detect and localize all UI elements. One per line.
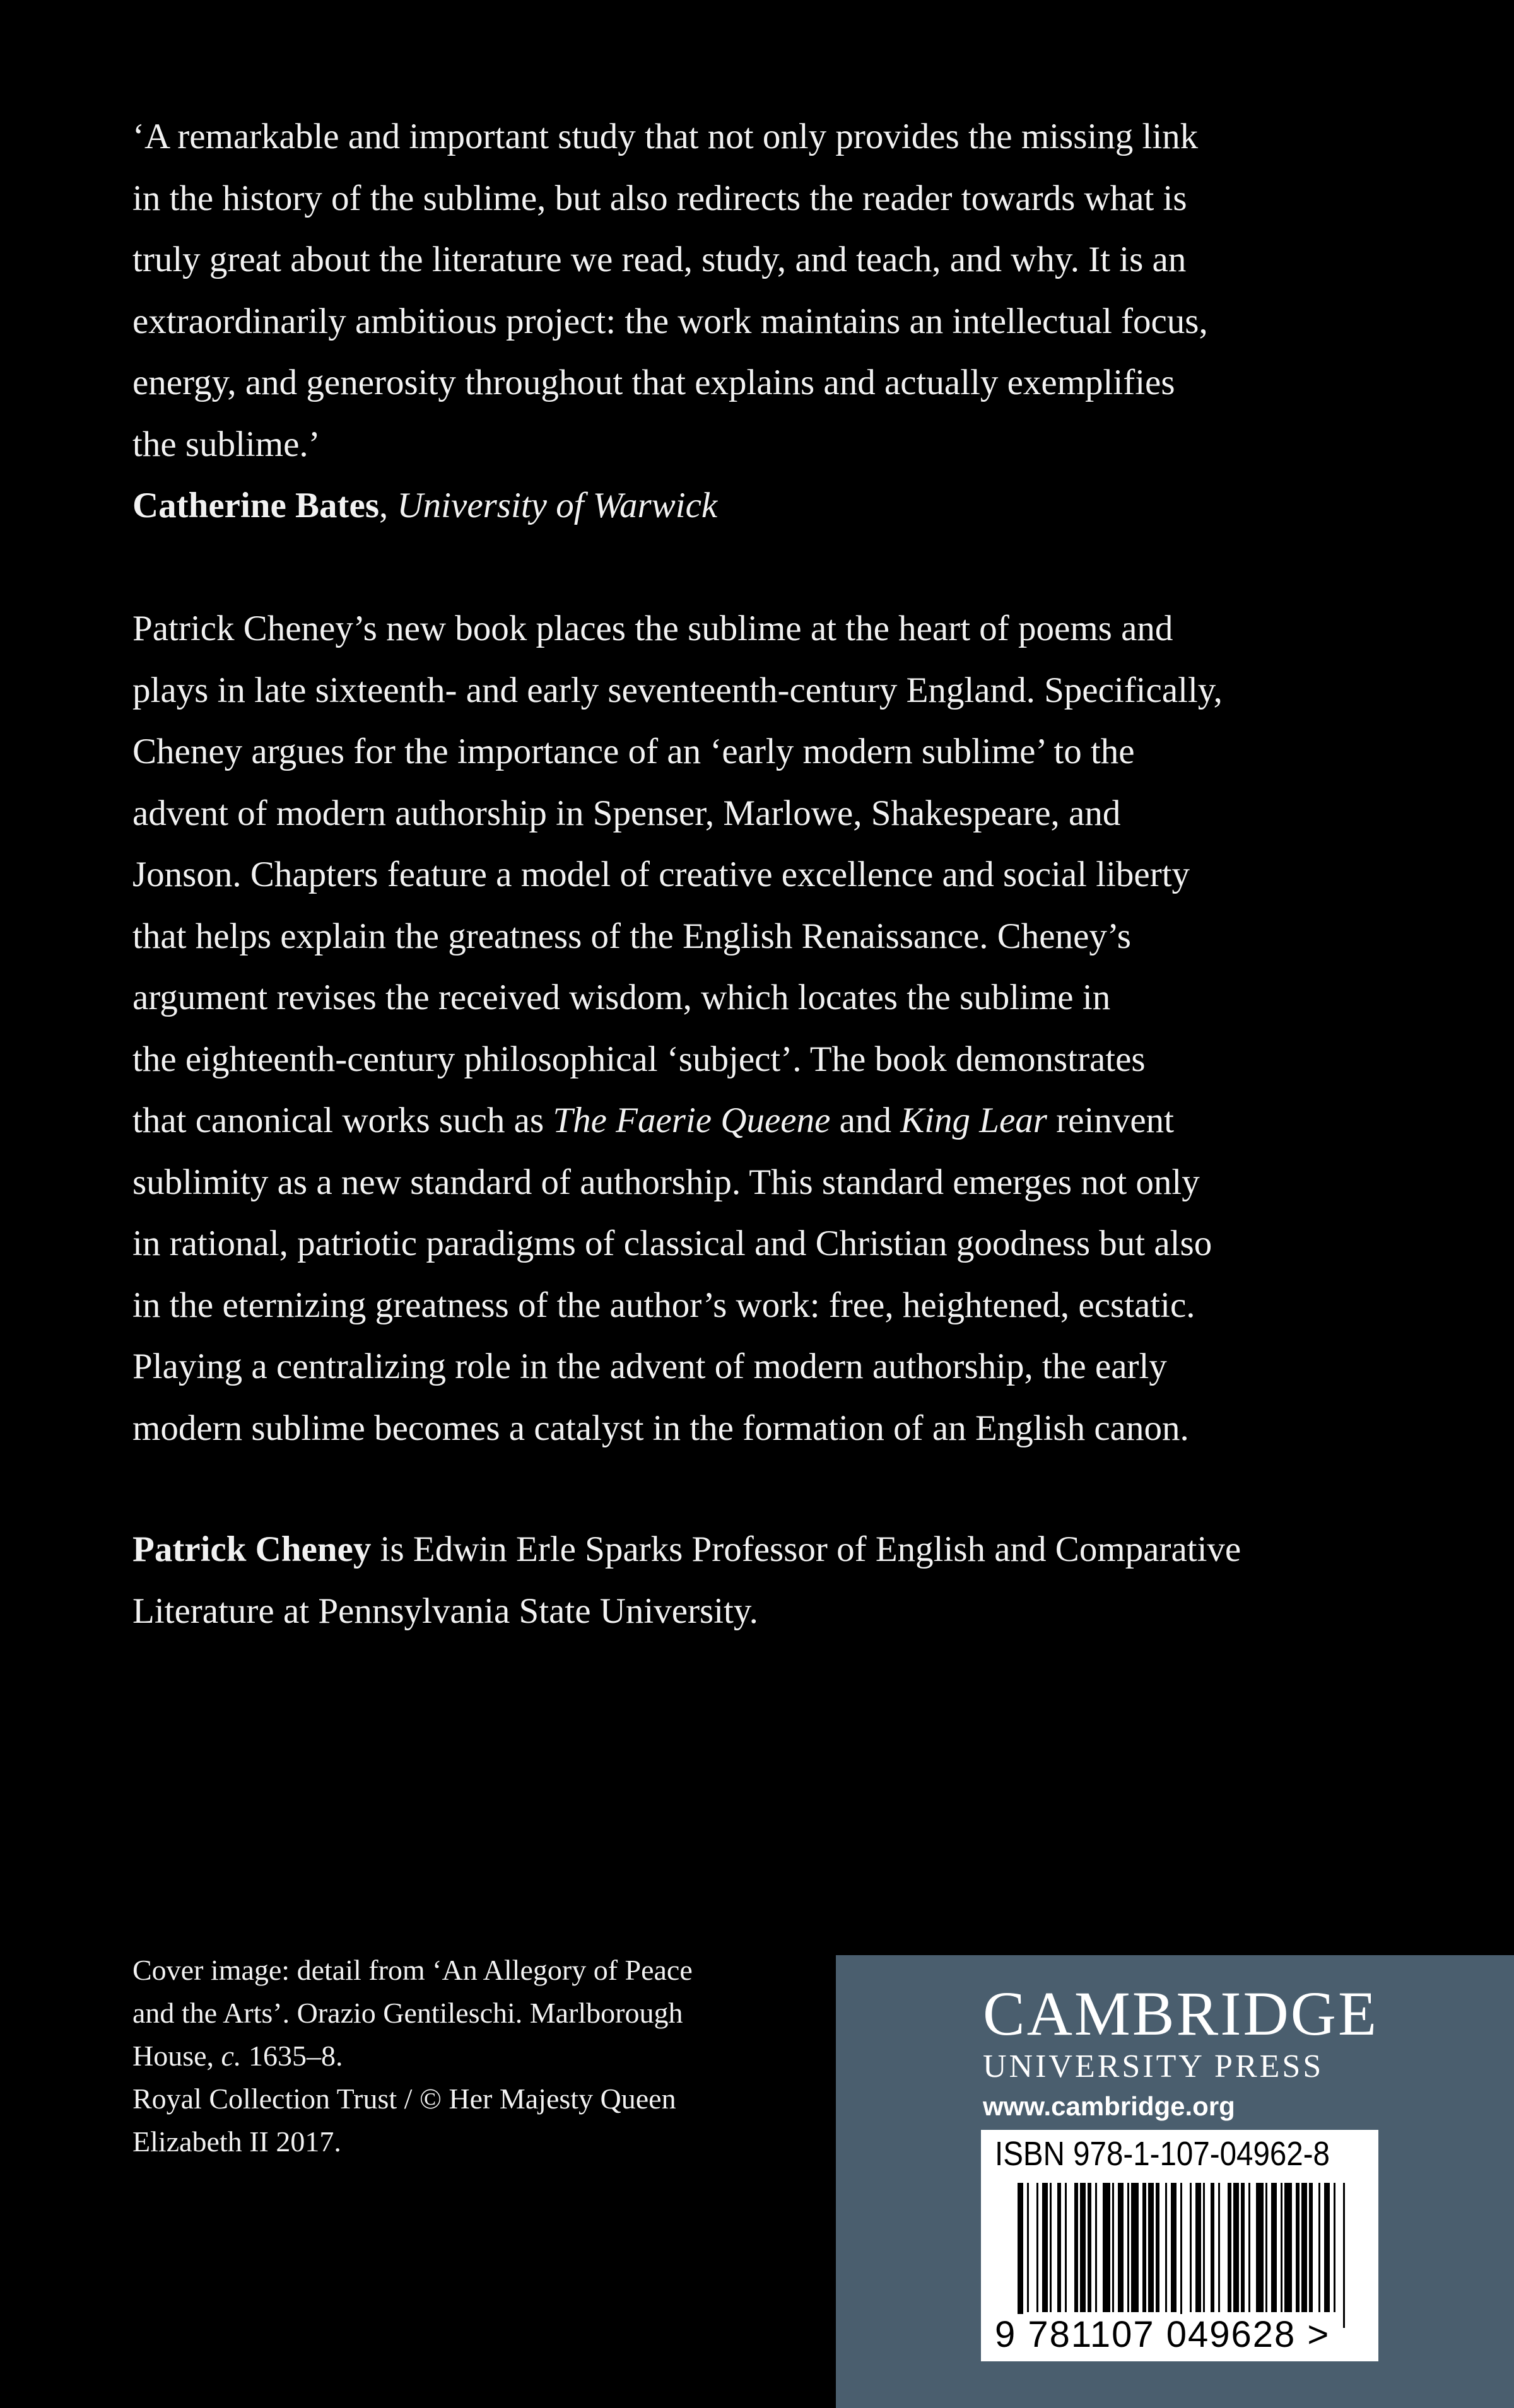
- isbn-barcode: [981, 2130, 1378, 2361]
- description-line: Patrick Cheney’s new book places the sublime at the heart of poems and: [132, 609, 1173, 648]
- circa-abbrev: c.: [221, 2040, 242, 2072]
- quote-attribution: [132, 475, 1363, 537]
- quote-line: truly great about the literature we read, study, and teach, and why. It is an: [132, 240, 1187, 279]
- description-line: in the eternizing greatness of the author’s work: free, heightened, ecstatic.: [132, 1285, 1195, 1325]
- publisher-panel: [836, 1955, 1514, 2408]
- barcode-bars: [994, 2183, 1366, 2328]
- text-run: that canonical works such as: [132, 1101, 553, 1140]
- work-title: King Lear: [900, 1101, 1047, 1140]
- credit-line: [132, 2035, 826, 2078]
- attribution-separator: ,: [379, 486, 397, 525]
- isbn-label: ISBN 978-1-107-04962-8: [995, 2135, 1330, 2173]
- credit-line: Royal Collection Trust / © Her Majesty Queen: [132, 2083, 676, 2115]
- text-run: is Edwin Erle Sparks Professor of English and Comparative: [371, 1529, 1241, 1569]
- credit-line: and the Arts’. Orazio Gentileschi. Marlborough: [132, 1997, 683, 2029]
- description-line: the eighteenth-century philosophical ‘subject’. The book demonstrates: [132, 1039, 1146, 1079]
- description-line: in rational, patriotic paradigms of classical and Christian goodness but also: [132, 1224, 1212, 1263]
- quote-line: the sublime.’: [132, 424, 320, 464]
- description-line: advent of modern authorship in Spenser, Marlowe, Shakespeare, and: [132, 793, 1121, 833]
- bio-line: [132, 1519, 1363, 1581]
- text-run: reinvent: [1047, 1101, 1175, 1140]
- description-line: Playing a centralizing role in the advent of modern authorship, the early: [132, 1347, 1167, 1386]
- publisher-subtitle: UNIVERSITY PRESS: [983, 2049, 1324, 2084]
- barcode-digits: 9 781107 049628 >: [995, 2314, 1330, 2355]
- reviewer-name: Catherine Bates: [132, 486, 380, 525]
- text-run: House,: [132, 2040, 221, 2072]
- description-line: argument revises the received wisdom, which locates the sublime in: [132, 978, 1111, 1017]
- description-line: [132, 1090, 1363, 1152]
- description-line: Jonson. Chapters feature a model of creative excellence and social liberty: [132, 855, 1190, 894]
- description-line: Cheney argues for the importance of an ‘early modern sublime’ to the: [132, 732, 1135, 771]
- description-line: that helps explain the greatness of the English Renaissance. Cheney’s: [132, 916, 1131, 956]
- review-quote: [132, 106, 1363, 537]
- publisher-url: www.cambridge.org: [983, 2091, 1235, 2121]
- publisher-name: CAMBRIDGE: [983, 1978, 1379, 2049]
- quote-line: extraordinarily ambitious project: the work maintains an intellectual focus,: [132, 301, 1208, 341]
- description-line: modern sublime becomes a catalyst in the formation of an English canon.: [132, 1408, 1189, 1448]
- text-run: 1635–8.: [241, 2040, 343, 2072]
- credit-line: Cover image: detail from ‘An Allegory of Peace: [132, 1954, 693, 1986]
- description-line: plays in late sixteenth- and early seventeenth-century England. Specifically,: [132, 670, 1223, 710]
- quote-line: in the history of the sublime, but also redirects the reader towards what is: [132, 178, 1187, 218]
- text-run: and: [830, 1101, 901, 1140]
- credit-line: Elizabeth II 2017.: [132, 2125, 341, 2158]
- bio-line: Literature at Pennsylvania State University.: [132, 1591, 758, 1631]
- author-name: Patrick Cheney: [132, 1529, 372, 1569]
- reviewer-affiliation: University of Warwick: [397, 486, 718, 525]
- cover-image-credit: [132, 1949, 826, 2163]
- description-line: sublimity as a new standard of authorship. This standard emerges not only: [132, 1162, 1200, 1202]
- book-description: [132, 598, 1363, 1459]
- work-title: The Faerie Queene: [553, 1101, 831, 1140]
- quote-line: energy, and generosity throughout that explains and actually exemplifies: [132, 363, 1175, 402]
- quote-line: ‘A remarkable and important study that not only provides the missing link: [132, 117, 1199, 156]
- author-bio: [132, 1519, 1363, 1642]
